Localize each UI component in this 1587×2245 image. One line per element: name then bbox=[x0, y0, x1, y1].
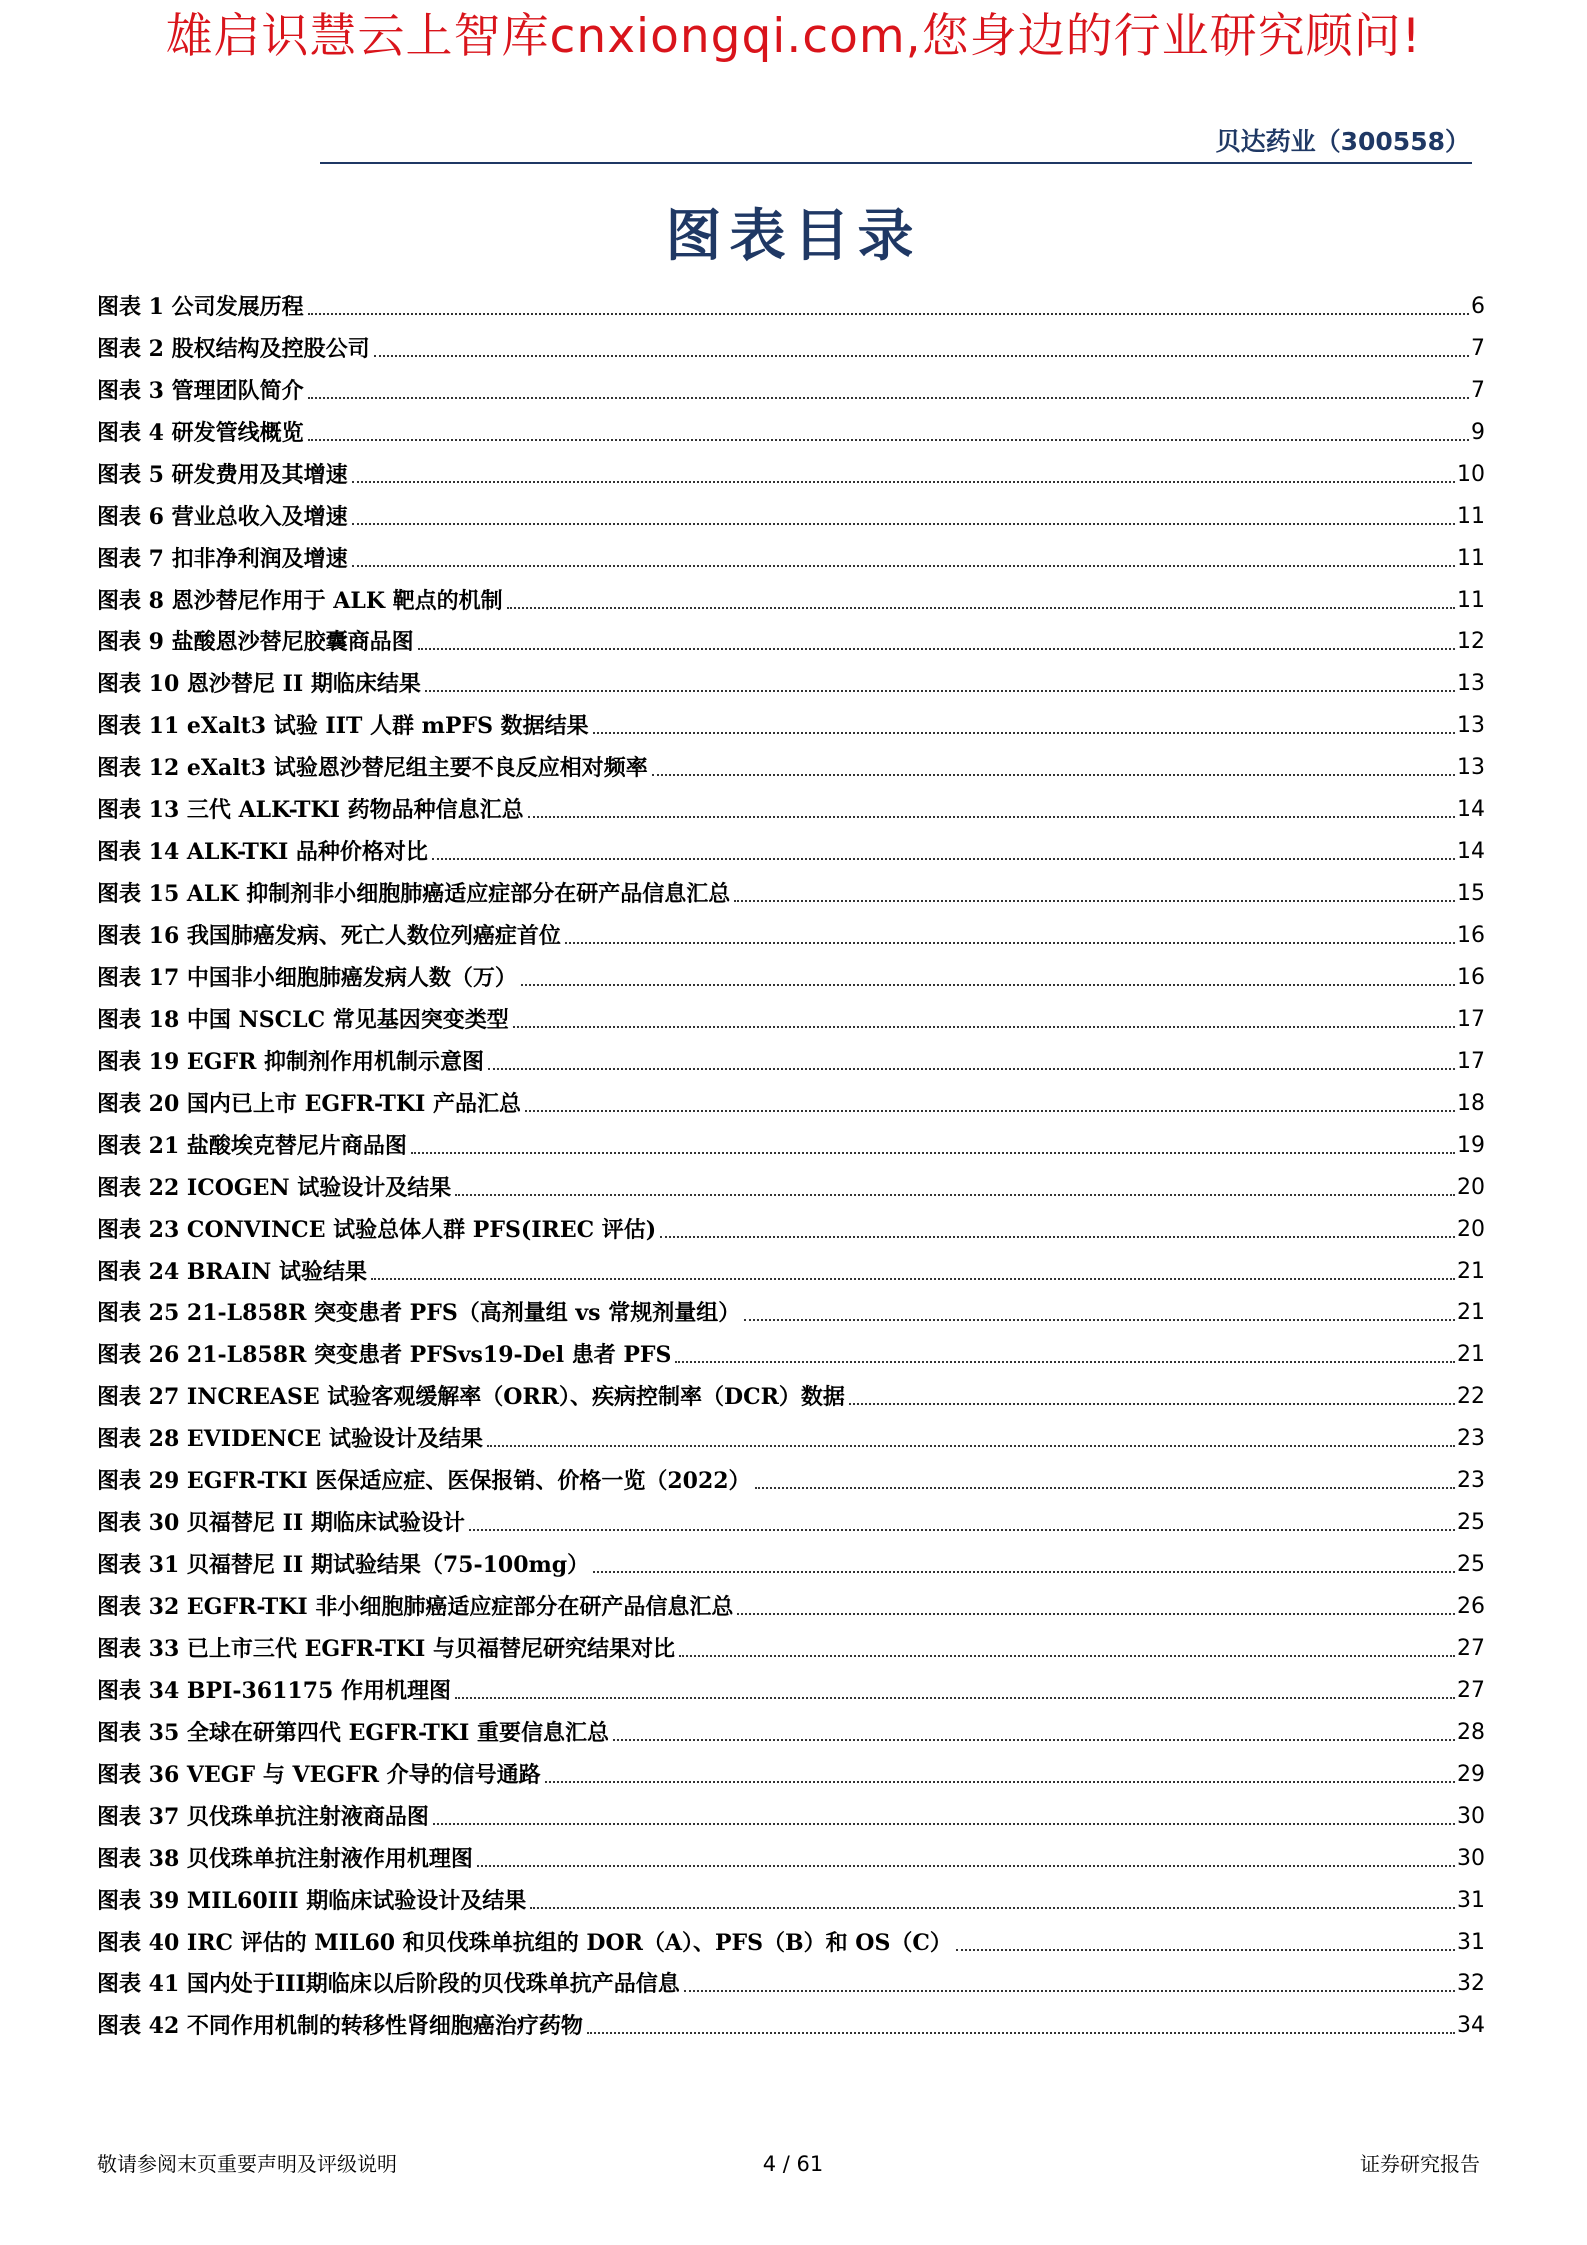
toc-entry[interactable] bbox=[97, 406, 1485, 448]
toc-dot-leader bbox=[487, 1445, 1455, 1447]
page-title: 图表目录 bbox=[665, 203, 922, 269]
toc-dot-leader bbox=[418, 648, 1455, 650]
toc-entry-page: 29 bbox=[1457, 1761, 1485, 1787]
toc-entry-page: 10 bbox=[1457, 461, 1485, 487]
toc-dot-leader bbox=[425, 690, 1455, 692]
toc-dot-leader bbox=[525, 1110, 1455, 1112]
toc-entry-label: 图表 37 贝伐珠单抗注射液商品图 bbox=[97, 1803, 429, 1830]
toc-dot-leader bbox=[308, 313, 1469, 315]
toc-entry-label: 图表 7 扣非净利润及增速 bbox=[97, 545, 348, 572]
toc-entry-label: 图表 8 恩沙替尼作用于 ALK 靶点的机制 bbox=[97, 587, 503, 614]
toc-dot-leader bbox=[371, 1278, 1455, 1280]
toc-entry-page: 14 bbox=[1457, 839, 1485, 865]
toc-entry[interactable] bbox=[97, 1706, 1485, 1748]
toc-entry[interactable] bbox=[97, 1454, 1485, 1496]
toc-entry-page: 21 bbox=[1457, 1342, 1485, 1368]
toc-entry-page: 16 bbox=[1457, 923, 1485, 948]
toc-dot-leader bbox=[352, 523, 1455, 525]
toc-entry-page: 18 bbox=[1457, 1090, 1485, 1116]
toc-entry[interactable] bbox=[97, 1287, 1485, 1329]
toc-entry-page: 27 bbox=[1457, 1635, 1485, 1661]
toc-entry-label: 图表 14 ALK-TKI 品种价格对比 bbox=[97, 839, 428, 866]
toc-entry-page: 20 bbox=[1457, 1216, 1485, 1242]
toc-entry[interactable] bbox=[97, 616, 1485, 658]
toc-dot-leader bbox=[308, 439, 1469, 441]
toc-dot-leader bbox=[565, 942, 1455, 944]
toc-entry-label: 图表 25 21-L858R 突变患者 PFS（高剂量组 vs 常规剂量组） bbox=[97, 1300, 741, 1327]
toc-dot-leader bbox=[530, 1907, 1455, 1909]
toc-dot-leader bbox=[545, 1781, 1455, 1783]
toc-dot-leader bbox=[587, 2032, 1455, 2034]
toc-entry-label: 图表 23 CONVINCE 试验总体人群 PFS(IREC 评估) bbox=[97, 1216, 657, 1243]
toc-entry-label: 图表 30 贝福替尼 II 期临床试验设计 bbox=[97, 1510, 465, 1537]
toc-entry[interactable] bbox=[97, 783, 1485, 825]
toc-entry[interactable] bbox=[97, 364, 1485, 406]
toc-entry-page: 21 bbox=[1457, 1258, 1485, 1284]
site-banner: 雄启识慧云上智库cnxiongqi.com,您身边的行业研究顾问! bbox=[165, 9, 1422, 64]
toc-entry-label: 图表 10 恩沙替尼 II 期临床结果 bbox=[97, 671, 421, 698]
toc-entry-label: 图表 11 eXalt3 试验 IIT 人群 mPFS 数据结果 bbox=[97, 713, 589, 740]
toc-entry-label: 图表 33 已上市三代 EGFR-TKI 与贝福替尼研究结果对比 bbox=[97, 1635, 675, 1662]
toc-dot-leader bbox=[374, 355, 1469, 357]
toc-entry[interactable] bbox=[97, 1790, 1485, 1832]
toc-entry-page: 30 bbox=[1457, 1845, 1485, 1871]
toc-entry-page: 11 bbox=[1457, 545, 1485, 571]
toc-entry-label: 图表 27 INCREASE 试验客观缓解率（ORR）、疾病控制率（DCR）数据 bbox=[97, 1384, 845, 1411]
toc-dot-leader bbox=[433, 1823, 1455, 1825]
toc-entry-label: 图表 12 eXalt3 试验恩沙替尼组主要不良反应相对频率 bbox=[97, 755, 648, 782]
toc-entry[interactable] bbox=[97, 1958, 1485, 2000]
toc-entry-label: 图表 29 EGFR-TKI 医保适应症、医保报销、价格一览（2022） bbox=[97, 1468, 751, 1495]
toc-entry[interactable] bbox=[97, 574, 1485, 616]
toc-entry-page: 30 bbox=[1457, 1803, 1485, 1829]
toc-entry-label: 图表 17 中国非小细胞肺癌发病人数（万） bbox=[97, 964, 517, 991]
footer-disclaimer: 敬请参阅末页重要声明及评级说明 bbox=[97, 2152, 397, 2176]
toc-entry-page: 13 bbox=[1457, 713, 1485, 739]
toc-entry[interactable] bbox=[97, 699, 1485, 741]
toc-dot-leader bbox=[308, 397, 1469, 399]
toc-entry-label: 图表 18 中国 NSCLC 常见基因突变类型 bbox=[97, 1006, 509, 1033]
toc-dot-leader bbox=[660, 1236, 1455, 1238]
toc-entry-page: 25 bbox=[1457, 1510, 1485, 1536]
toc-entry-label: 图表 38 贝伐珠单抗注射液作用机理图 bbox=[97, 1845, 473, 1872]
toc-entry[interactable] bbox=[97, 1664, 1485, 1706]
toc-entry-page: 12 bbox=[1457, 629, 1485, 655]
toc-entry-label: 图表 31 贝福替尼 II 期试验结果（75-100mg） bbox=[97, 1552, 590, 1579]
toc-entry[interactable] bbox=[97, 1161, 1485, 1203]
toc-dot-leader bbox=[455, 1194, 1455, 1196]
toc-entry-page: 32 bbox=[1457, 1971, 1485, 1997]
toc-dot-leader bbox=[737, 1613, 1455, 1615]
toc-entry[interactable] bbox=[97, 1538, 1485, 1580]
toc-entry-label: 图表 36 VEGF 与 VEGFR 介导的信号通路 bbox=[97, 1761, 541, 1788]
toc-entry[interactable] bbox=[97, 825, 1485, 867]
toc-entry-page: 21 bbox=[1457, 1300, 1485, 1326]
toc-dot-leader bbox=[675, 1361, 1455, 1363]
toc-entry[interactable] bbox=[97, 532, 1485, 574]
toc-entry-page: 31 bbox=[1457, 1929, 1485, 1955]
toc-entry-label: 图表 42 不同作用机制的转移性肾细胞癌治疗药物 bbox=[97, 2013, 583, 2040]
toc-dot-leader bbox=[488, 1068, 1455, 1070]
toc-entry[interactable] bbox=[97, 1370, 1485, 1412]
toc-entry-label: 图表 4 研发管线概览 bbox=[97, 419, 304, 446]
toc-dot-leader bbox=[744, 1319, 1455, 1321]
toc-entry-label: 图表 15 ALK 抑制剂非小细胞肺癌适应症部分在研产品信息汇总 bbox=[97, 881, 731, 908]
toc-entry-page: 31 bbox=[1457, 1887, 1485, 1913]
toc-entry[interactable] bbox=[97, 1999, 1485, 2041]
toc-entry[interactable] bbox=[97, 1035, 1485, 1077]
toc-entry-label: 图表 21 盐酸埃克替尼片商品图 bbox=[97, 1132, 407, 1159]
toc-entry[interactable] bbox=[97, 1832, 1485, 1874]
toc-entry-page: 9 bbox=[1471, 419, 1485, 445]
toc-entry-label: 图表 9 盐酸恩沙替尼胶囊商品图 bbox=[97, 629, 414, 656]
toc-entry[interactable] bbox=[97, 1328, 1485, 1370]
toc-entry-page: 27 bbox=[1457, 1677, 1485, 1703]
toc-entry[interactable] bbox=[97, 993, 1485, 1035]
toc-entry-label: 图表 32 EGFR-TKI 非小细胞肺癌适应症部分在研产品信息汇总 bbox=[97, 1594, 734, 1620]
toc-entry-page: 19 bbox=[1457, 1132, 1485, 1158]
toc-dot-leader bbox=[593, 1571, 1455, 1573]
toc-entry-page: 25 bbox=[1457, 1552, 1485, 1578]
toc-entry-page: 11 bbox=[1457, 587, 1485, 613]
toc-entry[interactable] bbox=[97, 1245, 1485, 1287]
toc-dot-leader bbox=[652, 774, 1455, 776]
toc-entry[interactable] bbox=[97, 951, 1485, 993]
toc-dot-leader bbox=[432, 858, 1455, 860]
toc-entry-page: 15 bbox=[1457, 881, 1485, 907]
toc-entry[interactable] bbox=[97, 867, 1485, 909]
toc-entry-page: 13 bbox=[1457, 755, 1485, 781]
toc-entry-page: 28 bbox=[1457, 1719, 1485, 1745]
toc-entry[interactable] bbox=[97, 1874, 1485, 1916]
toc-dot-leader bbox=[521, 984, 1455, 986]
toc-entry[interactable] bbox=[97, 1412, 1485, 1454]
toc-dot-leader bbox=[593, 732, 1455, 734]
toc-dot-leader bbox=[411, 1152, 1455, 1154]
toc-dot-leader bbox=[849, 1403, 1455, 1405]
toc-entry-page: 14 bbox=[1457, 797, 1485, 823]
toc-entry-page: 13 bbox=[1457, 671, 1485, 697]
toc-entry-page: 17 bbox=[1457, 1048, 1485, 1074]
toc-dot-leader bbox=[613, 1739, 1455, 1741]
toc-entry[interactable] bbox=[97, 1119, 1485, 1161]
toc-list bbox=[97, 280, 1485, 2041]
toc-dot-leader bbox=[679, 1655, 1455, 1657]
toc-entry-label: 图表 13 三代 ALK-TKI 药物品种信息汇总 bbox=[97, 797, 524, 824]
toc-entry-label: 图表 20 国内已上市 EGFR-TKI 产品汇总 bbox=[97, 1090, 521, 1117]
toc-entry[interactable] bbox=[97, 1077, 1485, 1119]
toc-entry[interactable] bbox=[97, 909, 1485, 951]
toc-entry-label: 图表 34 BPI-361175 作用机理图 bbox=[97, 1677, 451, 1704]
toc-entry[interactable] bbox=[97, 1622, 1485, 1664]
toc-entry-label: 图表 19 EGFR 抑制剂作用机制示意图 bbox=[97, 1048, 485, 1075]
toc-dot-leader bbox=[352, 565, 1455, 567]
toc-entry-label: 图表 26 21-L858R 突变患者 PFSvs19-Del 患者 PFS bbox=[97, 1342, 672, 1369]
toc-entry[interactable] bbox=[97, 1916, 1485, 1958]
toc-dot-leader bbox=[455, 1697, 1455, 1699]
toc-entry[interactable] bbox=[97, 1496, 1485, 1538]
toc-entry-page: 11 bbox=[1457, 503, 1485, 529]
toc-entry-label: 图表 41 国内处于III期临床以后阶段的贝伐珠单抗产品信息 bbox=[97, 1971, 680, 1998]
toc-entry-label: 图表 28 EVIDENCE 试验设计及结果 bbox=[97, 1426, 483, 1453]
toc-entry-label: 图表 6 营业总收入及增速 bbox=[97, 503, 348, 530]
toc-entry[interactable] bbox=[97, 1203, 1485, 1245]
toc-entry-label: 图表 39 MIL60III 期临床试验设计及结果 bbox=[97, 1887, 527, 1914]
toc-entry-page: 6 bbox=[1471, 293, 1485, 319]
footer-page-indicator: 4 / 61 bbox=[762, 2152, 824, 2176]
toc-dot-leader bbox=[755, 1487, 1455, 1489]
toc-entry-label: 图表 16 我国肺癌发病、死亡人数位列癌症首位 bbox=[97, 923, 561, 949]
toc-entry-page: 7 bbox=[1471, 377, 1485, 403]
toc-entry-label: 图表 40 IRC 评估的 MIL60 和贝伐珠单抗组的 DOR（A）、PFS（B）和 OS（C） bbox=[97, 1929, 952, 1956]
toc-entry-page: 26 bbox=[1457, 1594, 1485, 1619]
toc-entry[interactable] bbox=[97, 280, 1485, 322]
toc-dot-leader bbox=[513, 1026, 1455, 1028]
toc-dot-leader bbox=[507, 607, 1455, 609]
toc-dot-leader bbox=[684, 1990, 1455, 1992]
footer-report-type: 证券研究报告 bbox=[1360, 2152, 1480, 2176]
toc-entry-label: 图表 24 BRAIN 试验结果 bbox=[97, 1258, 367, 1285]
toc-entry-page: 20 bbox=[1457, 1174, 1485, 1200]
toc-dot-leader bbox=[528, 816, 1455, 818]
toc-entry-label: 图表 5 研发费用及其增速 bbox=[97, 461, 348, 488]
toc-dot-leader bbox=[477, 1865, 1455, 1867]
toc-entry[interactable] bbox=[97, 448, 1485, 490]
toc-entry-label: 图表 3 管理团队简介 bbox=[97, 377, 304, 404]
toc-entry-label: 图表 22 ICOGEN 试验设计及结果 bbox=[97, 1174, 452, 1201]
toc-entry[interactable] bbox=[97, 322, 1485, 364]
toc-dot-leader bbox=[469, 1529, 1455, 1531]
toc-entry[interactable] bbox=[97, 741, 1485, 783]
toc-dot-leader bbox=[734, 900, 1455, 902]
toc-entry-page: 23 bbox=[1457, 1468, 1485, 1494]
toc-entry-page: 17 bbox=[1457, 1006, 1485, 1032]
toc-entry[interactable] bbox=[97, 1748, 1485, 1790]
header-company-name: 贝达药业（300558） bbox=[1215, 127, 1470, 156]
toc-entry-page: 22 bbox=[1457, 1384, 1485, 1410]
toc-entry-page: 7 bbox=[1471, 335, 1485, 361]
toc-dot-leader bbox=[956, 1949, 1455, 1951]
toc-entry-page: 16 bbox=[1457, 964, 1485, 990]
toc-entry-label: 图表 35 全球在研第四代 EGFR-TKI 重要信息汇总 bbox=[97, 1719, 609, 1746]
toc-entry[interactable] bbox=[97, 490, 1485, 532]
toc-entry-page: 34 bbox=[1457, 2013, 1485, 2039]
toc-entry[interactable] bbox=[97, 1580, 1485, 1622]
toc-entry-label: 图表 2 股权结构及控股公司 bbox=[97, 335, 370, 362]
header-divider bbox=[320, 162, 1472, 164]
toc-entry-label: 图表 1 公司发展历程 bbox=[97, 293, 304, 320]
toc-entry-page: 23 bbox=[1457, 1426, 1485, 1452]
toc-dot-leader bbox=[352, 481, 1455, 483]
toc-entry[interactable] bbox=[97, 657, 1485, 699]
